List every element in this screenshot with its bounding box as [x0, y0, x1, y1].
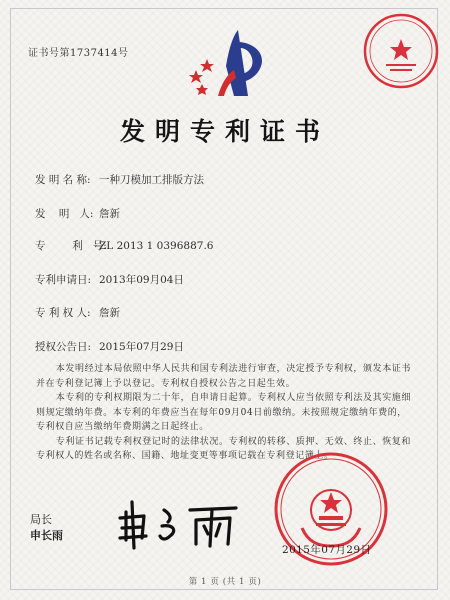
patentee-field [35, 305, 120, 320]
handwritten-signature [112, 496, 252, 552]
field-label: 专利申请日: [35, 274, 92, 286]
body-paragraph: 本专利的专利权期限为二十年，自申请日起算。专利权人应当依照专利法及其实施细则规定缴纳年费。本专利的年费应当在每年09月04日前缴纳。未按照规定缴纳年费的，专利权自应当缴纳年费期满之日起终止。 [36, 393, 411, 432]
invention-name-field [35, 172, 204, 187]
certificate-number: 证书号第1737414号 [28, 48, 129, 59]
field-value: 2015年07月29日 [99, 341, 184, 353]
field-label: 授权公告日: [35, 341, 92, 353]
field-value: 2013年09月04日 [99, 274, 184, 286]
certificate-title: 发明专利证书 [119, 117, 330, 146]
emblem-pen-nib [226, 30, 248, 96]
grant-date-field [35, 339, 184, 354]
signatory-name: 申长雨 [30, 529, 63, 542]
body-paragraph: 专利证书记载专利权登记时的法律状况。专利权的转移、质押、无效、终止、恢复和专利权人的姓名或名称、国籍、地址变更等事项记载在专利登记簿上。 [36, 436, 411, 461]
field-value: 一种刀模加工排版方法 [99, 174, 204, 186]
field-label: 发 明 人: [35, 208, 94, 220]
mediation-center-seal [362, 12, 440, 90]
field-value: 詹新 [99, 208, 120, 220]
signatory-title: 局长 [30, 513, 52, 526]
inventor-field [35, 206, 120, 221]
page-footer: 第 1 页 (共 1 页) [188, 577, 262, 587]
field-value: ZL 2013 1 0396887.6 [99, 240, 214, 252]
body-paragraph: 本发明经过本局依照中华人民共和国专利法进行审查，决定授予专利权，颁发本证书并在专利登记簿上予以登记。专利权自授权公告之日起生效。 [36, 364, 411, 389]
patent-number-field [35, 238, 213, 253]
field-label: 发 明 名 称: [35, 174, 91, 186]
application-date-field [35, 272, 184, 287]
emblem-star-2 [200, 59, 214, 72]
field-label: 专 利 号: [35, 240, 107, 252]
cnipa-emblem-icon [182, 26, 274, 102]
field-label: 专 利 权 人: [35, 307, 91, 319]
signature-block [30, 512, 63, 544]
emblem-star-3 [196, 84, 208, 95]
field-value: 詹新 [99, 307, 120, 319]
seal-date: 2015年07月29日 [282, 544, 372, 556]
emblem-star-1 [189, 70, 203, 83]
certificate-body [36, 362, 416, 464]
